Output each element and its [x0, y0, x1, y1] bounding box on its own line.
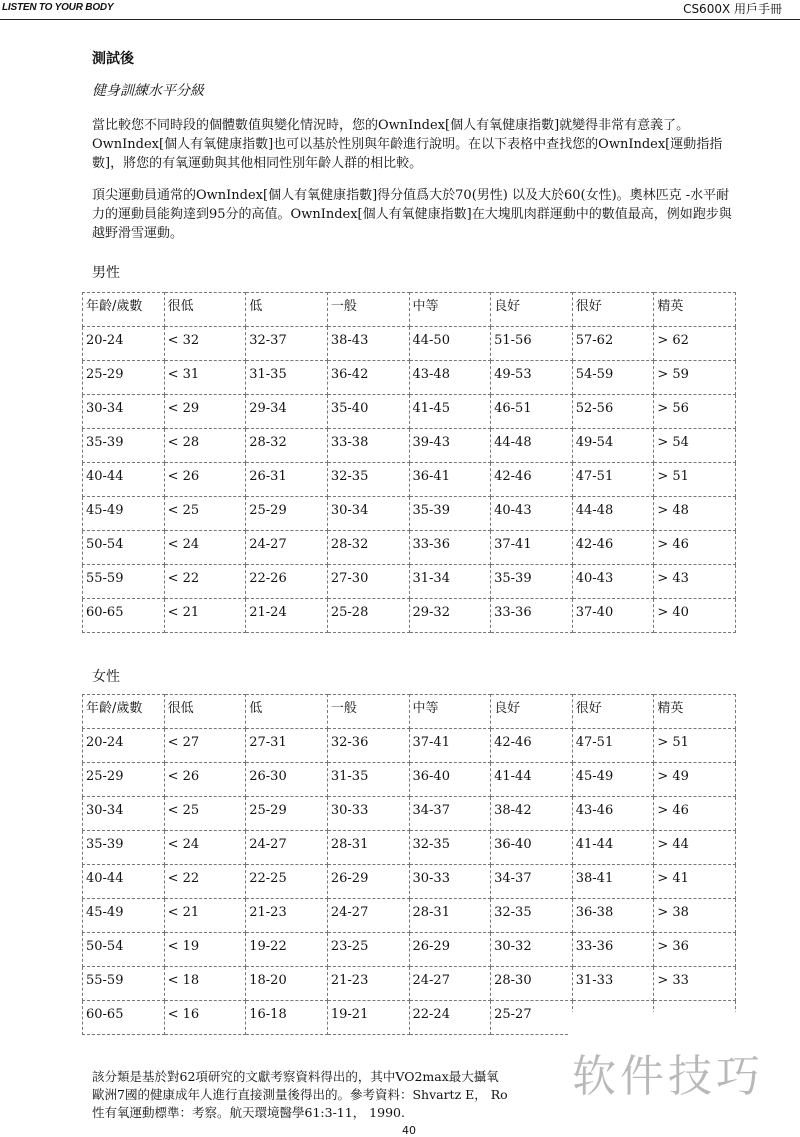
column-header: 很好: [572, 293, 654, 327]
column-header: 良好: [491, 293, 573, 327]
score-cell: < 22: [164, 865, 246, 899]
score-cell: 21-23: [246, 899, 328, 933]
score-cell: 25-29: [246, 497, 328, 531]
score-cell: 29-32: [409, 599, 491, 633]
table-row: [83, 429, 736, 463]
score-cell: 42-46: [491, 463, 573, 497]
heading-fitness-level: 健身訓練水平分級: [92, 83, 204, 99]
footnote-line: 性有氧運動標準：考察。航天環境醫學61:3-11， 1990.: [92, 1105, 405, 1120]
score-cell: 33-36: [409, 531, 491, 565]
score-cell: 32-35: [491, 899, 573, 933]
score-cell: 22-24: [409, 1001, 491, 1035]
score-cell: 52-56: [572, 395, 654, 429]
score-cell: < 18: [164, 967, 246, 1001]
column-header: 低: [246, 293, 328, 327]
age-range-cell: 60-65: [83, 599, 165, 633]
table-row: [83, 797, 736, 831]
age-range-cell: 25-29: [83, 763, 165, 797]
score-cell: 40-43: [491, 497, 573, 531]
score-cell: 21-23: [327, 967, 409, 1001]
score-cell: > 59: [654, 361, 736, 395]
score-cell: 44-48: [572, 497, 654, 531]
score-cell: 39-43: [409, 429, 491, 463]
table-header-row: [83, 293, 736, 327]
heading-after-test: 測試後: [92, 51, 134, 67]
age-range-cell: 40-44: [83, 463, 165, 497]
score-cell: 37-40: [572, 599, 654, 633]
score-cell: 19-21: [327, 1001, 409, 1035]
age-range-cell: 45-49: [83, 497, 165, 531]
age-range-cell: 50-54: [83, 933, 165, 967]
score-cell: 49-54: [572, 429, 654, 463]
score-cell: < 28: [164, 429, 246, 463]
score-cell: 30-34: [327, 497, 409, 531]
table-row: [83, 763, 736, 797]
score-cell: 22-26: [246, 565, 328, 599]
score-cell: 31-34: [409, 565, 491, 599]
column-header: 很好: [572, 695, 654, 729]
age-range-cell: 55-59: [83, 967, 165, 1001]
score-cell: < 24: [164, 831, 246, 865]
score-cell: 28-31: [409, 899, 491, 933]
score-cell: > 46: [654, 531, 736, 565]
score-cell: 28-30: [491, 967, 573, 1001]
age-range-cell: 50-54: [83, 531, 165, 565]
table-row: [83, 967, 736, 1001]
table-row: [83, 395, 736, 429]
column-header: 中等: [409, 695, 491, 729]
column-header: 精英: [654, 293, 736, 327]
score-cell: 31-35: [327, 763, 409, 797]
column-header: 低: [246, 695, 328, 729]
footnote-line: 該分類是基於對62項研究的文獻考察資料得出的，其中VO2max最大攝氧: [92, 1069, 499, 1084]
score-cell: 47-51: [572, 729, 654, 763]
score-cell: > 38: [654, 899, 736, 933]
male-fitness-table: [82, 292, 736, 633]
score-cell: 41-45: [409, 395, 491, 429]
score-cell: 34-37: [491, 865, 573, 899]
score-cell: 32-35: [327, 463, 409, 497]
score-cell: < 21: [164, 599, 246, 633]
score-cell: 47-51: [572, 463, 654, 497]
score-cell: 54-59: [572, 361, 654, 395]
score-cell: > 48: [654, 497, 736, 531]
score-cell: > 54: [654, 429, 736, 463]
age-range-cell: 30-34: [83, 395, 165, 429]
age-range-cell: 55-59: [83, 565, 165, 599]
score-cell: 32-35: [409, 831, 491, 865]
table-header-row: [83, 695, 736, 729]
column-header: 精英: [654, 695, 736, 729]
score-cell: 27-30: [327, 565, 409, 599]
brand-slogan: LISTEN TO YOUR BODY: [2, 2, 114, 13]
score-cell: < 19: [164, 933, 246, 967]
age-range-cell: 40-44: [83, 865, 165, 899]
age-range-cell: 60-65: [83, 1001, 165, 1035]
score-cell: 36-40: [409, 763, 491, 797]
score-cell: 24-27: [327, 899, 409, 933]
score-cell: 32-36: [327, 729, 409, 763]
score-cell: < 22: [164, 565, 246, 599]
score-cell: 32-37: [246, 327, 328, 361]
score-cell: 33-36: [572, 933, 654, 967]
score-cell: > 51: [654, 463, 736, 497]
score-cell: 31-35: [246, 361, 328, 395]
table-row: [83, 899, 736, 933]
footnote: [92, 1068, 567, 1122]
page-number: 40: [402, 1124, 416, 1137]
score-cell: 42-46: [572, 531, 654, 565]
score-cell: < 24: [164, 531, 246, 565]
score-cell: 26-29: [327, 865, 409, 899]
score-cell: 42-46: [491, 729, 573, 763]
score-cell: < 29: [164, 395, 246, 429]
score-cell: 18-20: [246, 967, 328, 1001]
female-section-label: 女性: [92, 669, 120, 685]
score-cell: 33-36: [491, 599, 573, 633]
table-row: [83, 599, 736, 633]
score-cell: 16-18: [246, 1001, 328, 1035]
score-cell: < 25: [164, 797, 246, 831]
column-header: 良好: [491, 695, 573, 729]
score-cell: 41-44: [572, 831, 654, 865]
score-cell: > 44: [654, 831, 736, 865]
score-cell: 28-32: [246, 429, 328, 463]
score-cell: 24-27: [246, 531, 328, 565]
table-row: [83, 831, 736, 865]
score-cell: 44-50: [409, 327, 491, 361]
score-cell: > 56: [654, 395, 736, 429]
age-range-cell: 20-24: [83, 327, 165, 361]
score-cell: 28-32: [327, 531, 409, 565]
score-cell: > 46: [654, 797, 736, 831]
score-cell: < 31: [164, 361, 246, 395]
score-cell: > 33: [654, 967, 736, 1001]
score-cell: 25-29: [246, 797, 328, 831]
score-cell: 45-49: [572, 763, 654, 797]
score-cell: 44-48: [491, 429, 573, 463]
score-cell: 43-48: [409, 361, 491, 395]
score-cell: 24-27: [246, 831, 328, 865]
footnote-line: 歐洲7國的健康成年人進行直接測量後得出的。參考資料：Shvartz E， Ro: [92, 1087, 508, 1102]
column-header: 年齡/歲數: [83, 293, 165, 327]
page-header: [0, 0, 800, 20]
score-cell: 26-31: [246, 463, 328, 497]
age-range-cell: 30-34: [83, 797, 165, 831]
score-cell: 38-43: [327, 327, 409, 361]
age-range-cell: 35-39: [83, 429, 165, 463]
column-header: 一般: [327, 695, 409, 729]
score-cell: 35-40: [327, 395, 409, 429]
athlete-paragraph: 頂尖運動員通常的OwnIndex[個人有氧健康指數]得分值爲大於70(男性) 以及大於60(女性)。奧林匹克 -水平耐力的運動員能夠達到95分的高值。OwnIndex[個人有氧健康指數]在大塊肌肉群運動中的數值最高，例如跑步與越野滑雪運動。: [92, 188, 732, 241]
score-cell: 30-33: [327, 797, 409, 831]
score-cell: 35-39: [409, 497, 491, 531]
score-cell: 23-25: [327, 933, 409, 967]
score-cell: 31-33: [572, 967, 654, 1001]
score-cell: 57-62: [572, 327, 654, 361]
score-cell: > 43: [654, 565, 736, 599]
watermark-text: 软件技巧: [572, 1051, 764, 1102]
score-cell: 25-28: [327, 599, 409, 633]
score-cell: 29-34: [246, 395, 328, 429]
score-cell: 26-29: [409, 933, 491, 967]
column-header: 很低: [164, 293, 246, 327]
score-cell: 27-31: [246, 729, 328, 763]
score-cell: 36-42: [327, 361, 409, 395]
score-cell: 24-27: [409, 967, 491, 1001]
table-row: [83, 729, 736, 763]
column-header: 一般: [327, 293, 409, 327]
score-cell: 36-41: [409, 463, 491, 497]
score-cell: < 16: [164, 1001, 246, 1035]
age-range-cell: 25-29: [83, 361, 165, 395]
age-range-cell: 20-24: [83, 729, 165, 763]
score-cell: 33-38: [327, 429, 409, 463]
intro-paragraph: 當比較您不同時段的個體數值與變化情況時，您的OwnIndex[個人有氧健康指數]就變得非常有意義了。OwnIndex[個人有氧健康指數]也可以基於性別與年齡進行說明。在以下表格中查找您的OwnIndex[運動指指數]，將您的有氧運動與其他相同性別年齡人群的相比較。: [92, 118, 723, 171]
score-cell: < 32: [164, 327, 246, 361]
score-cell: 37-41: [409, 729, 491, 763]
column-header: 中等: [409, 293, 491, 327]
score-cell: < 27: [164, 729, 246, 763]
score-cell: 25-27: [491, 1001, 573, 1035]
table-row: [83, 497, 736, 531]
score-cell: 43-46: [572, 797, 654, 831]
score-cell: < 25: [164, 497, 246, 531]
score-cell: 21-24: [246, 599, 328, 633]
score-cell: < 26: [164, 763, 246, 797]
score-cell: > 49: [654, 763, 736, 797]
manual-title: CS600X 用戶手冊: [683, 2, 782, 16]
table-row: [83, 865, 736, 899]
male-section-label: 男性: [92, 265, 120, 281]
table-row: [83, 933, 736, 967]
score-cell: 19-22: [246, 933, 328, 967]
score-cell: > 36: [654, 933, 736, 967]
female-fitness-table: [82, 694, 736, 1035]
header-rule: [0, 19, 800, 20]
score-cell: 38-42: [491, 797, 573, 831]
score-cell: > 51: [654, 729, 736, 763]
score-cell: 51-56: [491, 327, 573, 361]
table-row: [83, 361, 736, 395]
score-cell: 26-30: [246, 763, 328, 797]
score-cell: 36-38: [572, 899, 654, 933]
score-cell: > 41: [654, 865, 736, 899]
score-cell: 49-53: [491, 361, 573, 395]
score-cell: 34-37: [409, 797, 491, 831]
column-header: 很低: [164, 695, 246, 729]
table-row: [83, 327, 736, 361]
score-cell: 37-41: [491, 531, 573, 565]
score-cell: 38-41: [572, 865, 654, 899]
score-cell: 46-51: [491, 395, 573, 429]
age-range-cell: 45-49: [83, 899, 165, 933]
score-cell: < 21: [164, 899, 246, 933]
table-row: [83, 565, 736, 599]
age-range-cell: 35-39: [83, 831, 165, 865]
table-row: [83, 531, 736, 565]
score-cell: > 40: [654, 599, 736, 633]
score-cell: 30-33: [409, 865, 491, 899]
score-cell: > 62: [654, 327, 736, 361]
column-header: 年齡/歲數: [83, 695, 165, 729]
table-row: [83, 463, 736, 497]
score-cell: 40-43: [572, 565, 654, 599]
score-cell: 35-39: [491, 565, 573, 599]
score-cell: < 26: [164, 463, 246, 497]
score-cell: 22-25: [246, 865, 328, 899]
score-cell: 28-31: [327, 831, 409, 865]
score-cell: 41-44: [491, 763, 573, 797]
score-cell: 36-40: [491, 831, 573, 865]
score-cell: 30-32: [491, 933, 573, 967]
